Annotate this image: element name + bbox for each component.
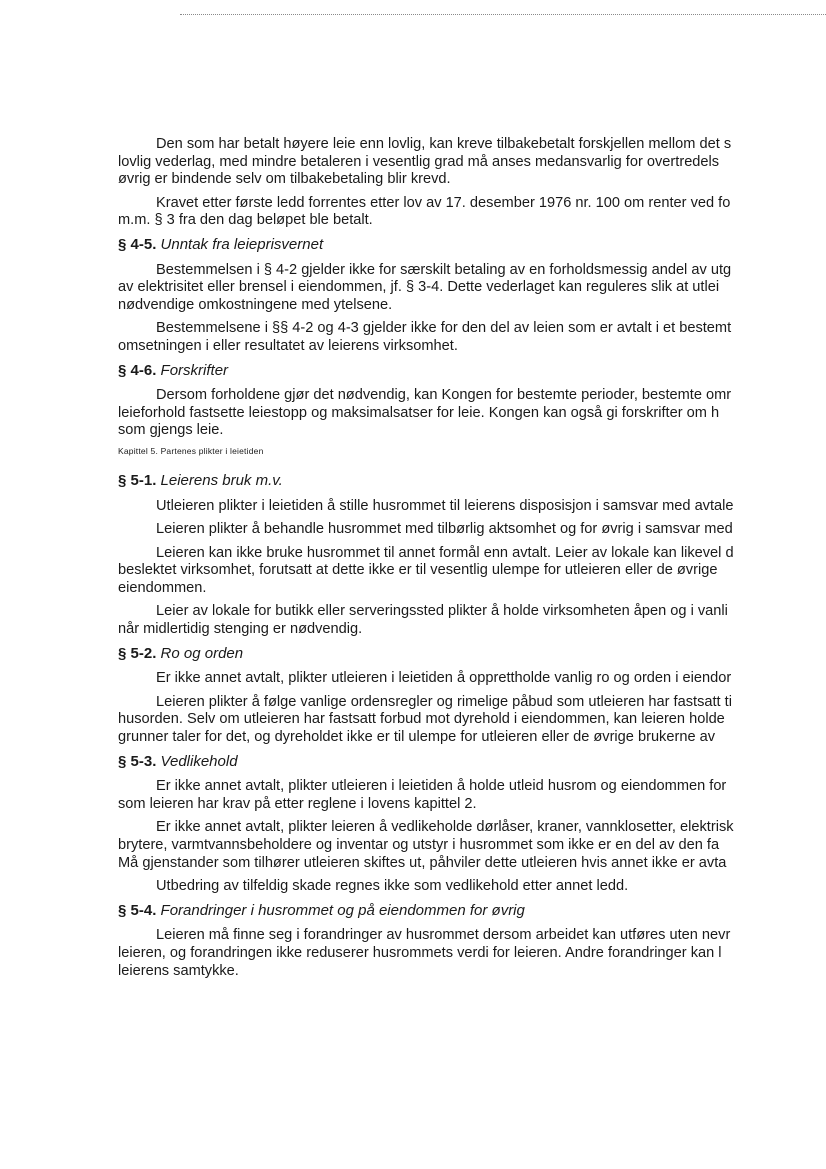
section-heading: [118, 236, 826, 254]
section-number: § 5-3.: [118, 752, 157, 770]
paragraph-line: m.m. § 3 fra den dag beløpet ble betalt.: [118, 212, 373, 229]
paragraph: [118, 545, 826, 598]
section-number: § 4-6.: [118, 361, 157, 379]
paragraph: [118, 603, 826, 638]
section-title: Forskrifter: [160, 361, 229, 379]
paragraph: [118, 778, 826, 813]
paragraph: [118, 320, 826, 355]
paragraph: [118, 878, 826, 896]
section-title: Leierens bruk m.v.: [160, 471, 283, 489]
paragraph-line: Den som har betalt høyere leie enn lovlig, kan kreve tilbakebetalt forskjellen mellom det s: [156, 136, 732, 152]
paragraph-line: beslektet virksomhet, forutsatt at dette ikke er til vesentlig ulempe for utleieren eller de øvrige: [118, 562, 718, 579]
section-number: § 4-5.: [118, 235, 157, 253]
paragraph-line: Utbedring av tilfeldig skade regnes ikke som vedlikehold etter annet ledd.: [156, 878, 629, 895]
paragraph-line: Bestemmelsen i § 4-2 gjelder ikke for særskilt betaling av en forholdsmessig andel av utg: [156, 261, 732, 278]
section-title: Unntak fra leieprisvernet: [160, 235, 324, 253]
paragraph-line: Leier av lokale for butikk eller serveringssted plikter å holde virksomheten åpen og i vanli: [156, 603, 728, 620]
section-number: § 5-4.: [118, 901, 157, 919]
section-heading: [118, 472, 826, 490]
paragraph-line: Utleieren plikter i leietiden å stille husrommet til leierens disposisjon i samsvar med avtale: [156, 497, 734, 514]
paragraph-line: av elektrisitet eller brensel i eiendommen, jf. § 3-4. Dette vederlaget kan reguleres slik at utlei: [118, 279, 720, 296]
paragraph-line: som gjengs leie.: [118, 422, 224, 439]
paragraph-line: leieren, og forandringen ikke reduserer husrommets verdi for leieren. Andre forandringer kan l: [118, 944, 722, 961]
paragraph-line: nødvendige omkostningene med ytelsene.: [118, 296, 393, 313]
paragraph-line: Bestemmelsene i §§ 4-2 og 4-3 gjelder ikke for den del av leien som er avtalt i et bestemt: [156, 320, 732, 337]
paragraph-line: Leieren plikter å behandle husrommet med tilbørlig aktsomhet og for øvrig i samsvar med: [156, 521, 733, 538]
paragraph: [118, 498, 826, 516]
paragraph-line: brytere, varmtvannsbeholdere og inventar og utstyr i husrommet som ikke er en del av den fa: [118, 837, 720, 853]
paragraph: [118, 195, 826, 230]
paragraph-line: øvrig er bindende selv om tilbakebetaling blir krevd.: [118, 171, 451, 188]
paragraph: [118, 927, 826, 980]
section-title: Vedlikehold: [160, 752, 238, 770]
document-body: [118, 136, 826, 986]
paragraph-line: når midlertidig stenging er nødvendig.: [118, 621, 363, 638]
paragraph-line: lovlig vederlag, med mindre betaleren i vesentlig grad må anses medansvarlig for overtredels: [118, 153, 720, 170]
paragraph-line: leierens samtykke.: [118, 962, 239, 979]
paragraph-line: Er ikke annet avtalt, plikter leieren å vedlikeholde dørlåser, kraner, vannklosetter, elektrisk: [156, 819, 734, 836]
paragraph-line: eiendommen.: [118, 579, 207, 596]
paragraph: [118, 694, 826, 747]
paragraph-line: Leieren kan ikke bruke husrommet til annet formål enn avtalt. Leier av lokale kan likevel d: [156, 544, 734, 561]
paragraph-line: Kravet etter første ledd forrentes etter lov av 17. desember 1976 nr. 100 om renter ved fo: [156, 194, 731, 211]
paragraph-line: Er ikke annet avtalt, plikter utleieren i leietiden å opprettholde vanlig ro og orden i eiendor: [156, 670, 732, 687]
paragraph: [118, 136, 826, 189]
section-number: § 5-2.: [118, 644, 157, 662]
paragraph-line: grunner taler for det, og dyreholdet ikke er til ulempe for utleieren eller de øvrige brukerne av: [118, 729, 716, 746]
paragraph-line: Dersom forholdene gjør det nødvendig, kan Kongen for bestemte perioder, bestemte omr: [156, 387, 732, 404]
paragraph-line: Leieren plikter å følge vanlige ordensregler og rimelige påbud som utleieren har fastsatt ti: [156, 693, 732, 710]
paragraph: [118, 262, 826, 315]
paragraph: [118, 387, 826, 440]
paragraph-line: Må gjenstander som tilhører utleieren skiftes ut, påhviler dette utleieren hvis annet ikke er avta: [118, 854, 727, 871]
section-heading: [118, 645, 826, 663]
paragraph: [118, 819, 826, 872]
chapter-heading: Kapittel 5. Partenes plikter i leietiden: [118, 445, 264, 456]
paragraph-line: som leieren har krav på etter reglene i lovens kapittel 2.: [118, 795, 477, 812]
paragraph-line: leieforhold fastsette leiestopp og maksimalsatser for leie. Kongen kan også gi forskrifter om h: [118, 404, 720, 421]
section-title: Ro og orden: [160, 644, 244, 662]
section-number: § 5-1.: [118, 471, 157, 489]
paragraph-line: husorden. Selv om utleieren har fastsatt forbud mot dyrehold i eiendommen, kan leieren holde: [118, 711, 725, 728]
section-heading: [118, 902, 826, 920]
section-heading: [118, 753, 826, 771]
paragraph-line: omsetningen i eller resultatet av leierens virksomhet.: [118, 337, 458, 354]
paragraph: [118, 670, 826, 688]
scan-top-rule: [180, 14, 826, 15]
paragraph: [118, 521, 826, 539]
paragraph-line: Er ikke annet avtalt, plikter utleieren i leietiden å holde utleid husrom og eiendommen for: [156, 778, 727, 795]
section-title: Forandringer i husrommet og på eiendommen for øvrig: [160, 901, 525, 919]
paragraph-line: Leieren må finne seg i forandringer av husrommet dersom arbeidet kan utføres uten nevr: [156, 927, 731, 944]
section-heading: [118, 362, 826, 380]
